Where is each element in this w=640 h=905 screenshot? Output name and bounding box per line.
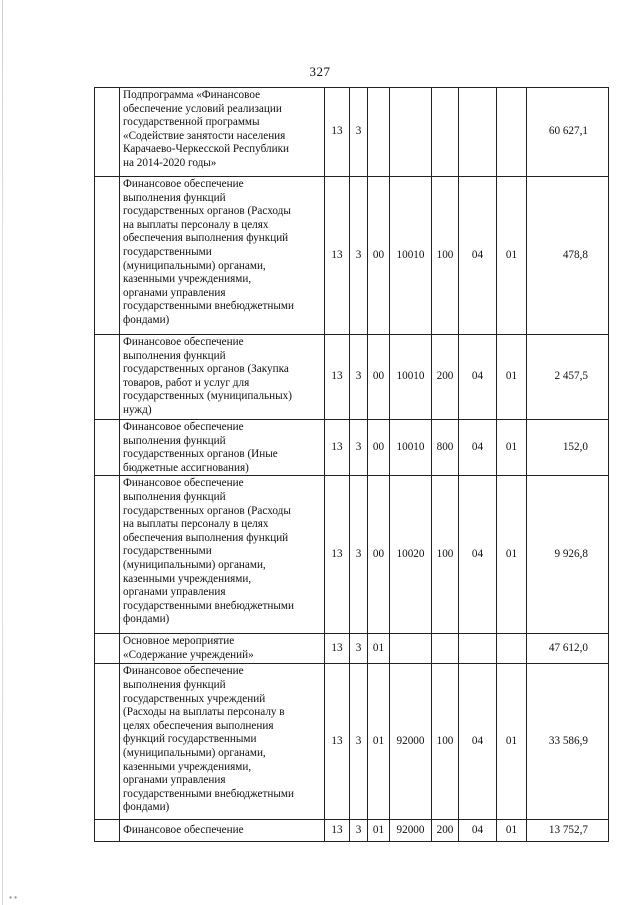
sum-cell: 60 627,1 bbox=[527, 88, 609, 177]
code-cell-2: 3 bbox=[350, 634, 368, 664]
code-cell-6: 04 bbox=[459, 335, 497, 420]
scan-corner-mark: ∙∙ bbox=[8, 893, 19, 902]
table-row bbox=[95, 420, 609, 476]
code-cell-5: 100 bbox=[432, 476, 459, 634]
code-cell-3: 01 bbox=[368, 664, 390, 820]
code-cell-2: 3 bbox=[350, 820, 368, 842]
code-cell-7: 01 bbox=[497, 420, 527, 476]
code-cell-3: 00 bbox=[368, 420, 390, 476]
code-cell-5: 800 bbox=[432, 420, 459, 476]
item-name-cell: Основное мероприятие «Содержание учреждений» bbox=[120, 634, 325, 664]
code-cell-3: 00 bbox=[368, 335, 390, 420]
row-number-cell bbox=[95, 664, 120, 820]
code-cell-4: 92000 bbox=[390, 820, 432, 842]
code-cell-7 bbox=[497, 88, 527, 177]
code-cell-3: 00 bbox=[368, 476, 390, 634]
table-row bbox=[95, 476, 609, 634]
code-cell-7 bbox=[497, 634, 527, 664]
code-cell-1: 13 bbox=[325, 476, 350, 634]
item-name-cell: Подпрограмма «Финансовое обеспечение условий реализации государственной программы «Содействие занятости населения Карачаево-Черкесской Республики на 2014-2020 годы» bbox=[120, 88, 325, 177]
code-cell-7: 01 bbox=[497, 335, 527, 420]
budget-table bbox=[94, 87, 609, 842]
code-cell-6: 04 bbox=[459, 476, 497, 634]
code-cell-6: 04 bbox=[459, 177, 497, 335]
code-cell-5 bbox=[432, 634, 459, 664]
code-cell-5: 100 bbox=[432, 177, 459, 335]
code-cell-2: 3 bbox=[350, 476, 368, 634]
code-cell-6: 04 bbox=[459, 820, 497, 842]
table-row bbox=[95, 177, 609, 335]
code-cell-7: 01 bbox=[497, 820, 527, 842]
code-cell-5: 100 bbox=[432, 664, 459, 820]
code-cell-5: 200 bbox=[432, 335, 459, 420]
sum-cell: 478,8 bbox=[527, 177, 609, 335]
code-cell-7: 01 bbox=[497, 476, 527, 634]
code-cell-2: 3 bbox=[350, 88, 368, 177]
code-cell-6 bbox=[459, 88, 497, 177]
page-number: 327 bbox=[309, 64, 331, 79]
table-row bbox=[95, 88, 609, 177]
sum-cell: 2 457,5 bbox=[527, 335, 609, 420]
table-row bbox=[95, 634, 609, 664]
code-cell-4 bbox=[390, 88, 432, 177]
code-cell-4: 10010 bbox=[390, 420, 432, 476]
item-name-cell: Финансовое обеспечение bbox=[120, 820, 325, 842]
sum-cell: 13 752,7 bbox=[527, 820, 609, 842]
code-cell-4: 10010 bbox=[390, 335, 432, 420]
code-cell-1: 13 bbox=[325, 88, 350, 177]
sum-cell: 152,0 bbox=[527, 420, 609, 476]
code-cell-2: 3 bbox=[350, 177, 368, 335]
code-cell-1: 13 bbox=[325, 335, 350, 420]
code-cell-2: 3 bbox=[350, 664, 368, 820]
sum-cell: 9 926,8 bbox=[527, 476, 609, 634]
row-number-cell bbox=[95, 177, 120, 335]
code-cell-6: 04 bbox=[459, 664, 497, 820]
sum-cell: 47 612,0 bbox=[527, 634, 609, 664]
code-cell-4: 92000 bbox=[390, 664, 432, 820]
code-cell-5: 200 bbox=[432, 820, 459, 842]
code-cell-4 bbox=[390, 634, 432, 664]
row-number-cell bbox=[95, 476, 120, 634]
item-name-cell: Финансовое обеспечение выполнения функций государственных органов (Иные бюджетные ассигнования) bbox=[120, 420, 325, 476]
code-cell-3: 00 bbox=[368, 177, 390, 335]
code-cell-4: 10020 bbox=[390, 476, 432, 634]
code-cell-1: 13 bbox=[325, 664, 350, 820]
code-cell-1: 13 bbox=[325, 820, 350, 842]
code-cell-7: 01 bbox=[497, 177, 527, 335]
code-cell-5 bbox=[432, 88, 459, 177]
table-row bbox=[95, 664, 609, 820]
row-number-cell bbox=[95, 634, 120, 664]
code-cell-2: 3 bbox=[350, 335, 368, 420]
code-cell-4: 10010 bbox=[390, 177, 432, 335]
sum-cell: 33 586,9 bbox=[527, 664, 609, 820]
table-row bbox=[95, 820, 609, 842]
item-name-cell: Финансовое обеспечение выполнения функций государственных органов (Закупка товаров, работ и услуг для государственных (муниципальных) нужд) bbox=[120, 335, 325, 420]
item-name-cell: Финансовое обеспечение выполнения функций государственных учреждений (Расходы на выплаты персоналу в целях обеспечения выполнения функций государственными (муниципальными) органами, казенными учреждениями, органами управления государственными внебюджетными фондами) bbox=[120, 664, 325, 820]
code-cell-2: 3 bbox=[350, 420, 368, 476]
row-number-cell bbox=[95, 820, 120, 842]
scan-edge-line bbox=[2, 0, 3, 905]
code-cell-1: 13 bbox=[325, 420, 350, 476]
row-number-cell bbox=[95, 88, 120, 177]
code-cell-3: 01 bbox=[368, 820, 390, 842]
code-cell-6: 04 bbox=[459, 420, 497, 476]
row-number-cell bbox=[95, 420, 120, 476]
code-cell-3: 01 bbox=[368, 634, 390, 664]
item-name-cell: Финансовое обеспечение выполнения функций государственных органов (Расходы на выплаты персоналу в целях обеспечения выполнения функций государственными (муниципальными) органами, казенными учреждениями, органами управления государственными внебюджетными фондами) bbox=[120, 476, 325, 634]
table-row bbox=[95, 335, 609, 420]
row-number-cell bbox=[95, 335, 120, 420]
code-cell-6 bbox=[459, 634, 497, 664]
item-name-cell: Финансовое обеспечение выполнения функций государственных органов (Расходы на выплаты персоналу в целях обеспечения выполнения функций государственными (муниципальными) органами, казенными учреждениями, органами управления государственными внебюджетными фондами) bbox=[120, 177, 325, 335]
code-cell-1: 13 bbox=[325, 177, 350, 335]
code-cell-3 bbox=[368, 88, 390, 177]
code-cell-1: 13 bbox=[325, 634, 350, 664]
code-cell-7: 01 bbox=[497, 664, 527, 820]
